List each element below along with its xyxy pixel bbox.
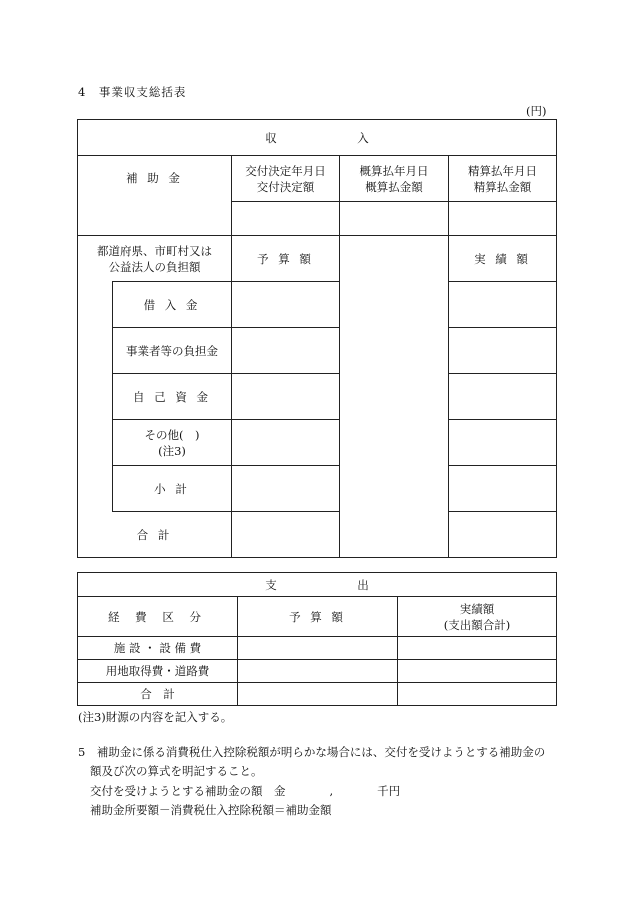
borrowing-budget — [232, 282, 340, 328]
land-road-actual — [398, 660, 557, 683]
income-table — [77, 119, 557, 558]
subtotal-actual — [449, 466, 557, 512]
row-other: その他( ) (注3) — [113, 420, 232, 466]
approx-merged-cell — [340, 236, 449, 558]
burden-label: 都道府県、市町村又は 公益法人の負担額 — [78, 236, 232, 282]
subsidy-label: 補 助 金 — [78, 156, 232, 236]
row-expense-total: 合 計 — [78, 683, 238, 706]
section-5-line-2: 額及び次の算式を明記すること。 — [90, 764, 263, 778]
row-total: 合 計 — [78, 512, 232, 558]
budget-label: 予 算 額 — [232, 236, 340, 282]
subtotal-budget — [232, 466, 340, 512]
section-5-line-1: 5 補助金に係る消費税仕入控除税額が明らかな場合には、交付を受けようとする補助金の — [78, 745, 546, 759]
indent-spacer — [78, 282, 113, 512]
total-actual — [449, 512, 557, 558]
expense-total-budget — [238, 683, 398, 706]
decision-amount-cell — [232, 202, 340, 236]
expense-header: 支 出 — [78, 573, 557, 597]
row-subtotal: 小 計 — [113, 466, 232, 512]
section-4-title: 4 事業収支総括表 — [78, 85, 187, 99]
other-actual — [449, 420, 557, 466]
row-operator-burden: 事業者等の負担金 — [113, 328, 232, 374]
operator-burden-actual — [449, 328, 557, 374]
facilities-budget — [238, 637, 398, 660]
section-5-formula-line: 交付を受けようとする補助金の額 金 , 千円 — [90, 784, 401, 798]
row-land-road: 用地取得費・道路費 — [78, 660, 238, 683]
col-budget: 予 算 額 — [238, 597, 398, 637]
note-3: (注3)財源の内容を記入する。 — [78, 710, 233, 724]
row-borrowing: 借 入 金 — [113, 282, 232, 328]
section-5-equation: 補助金所要額－消費税仕入控除税額＝補助金額 — [90, 803, 332, 817]
col-settle: 精算払年月日 精算払金額 — [449, 156, 557, 202]
unit-label: (円) — [526, 104, 547, 118]
approx-amount-cell — [340, 202, 449, 236]
total-budget — [232, 512, 340, 558]
borrowing-actual — [449, 282, 557, 328]
land-road-budget — [238, 660, 398, 683]
facilities-actual — [398, 637, 557, 660]
col-category: 経 費 区 分 — [78, 597, 238, 637]
col-actual: 実績額 (支出額合計) — [398, 597, 557, 637]
actual-label: 実 績 額 — [449, 236, 557, 282]
income-header: 収 入 — [78, 120, 557, 156]
col-approx: 概算払年月日 概算払金額 — [340, 156, 449, 202]
col-decision: 交付決定年月日 交付決定額 — [232, 156, 340, 202]
own-funds-actual — [449, 374, 557, 420]
own-funds-budget — [232, 374, 340, 420]
expense-total-actual — [398, 683, 557, 706]
other-budget — [232, 420, 340, 466]
settle-amount-cell — [449, 202, 557, 236]
row-own-funds: 自 己 資 金 — [113, 374, 232, 420]
row-facilities: 施 設 ・ 設 備 費 — [78, 637, 238, 660]
expense-table — [77, 572, 557, 706]
operator-burden-budget — [232, 328, 340, 374]
